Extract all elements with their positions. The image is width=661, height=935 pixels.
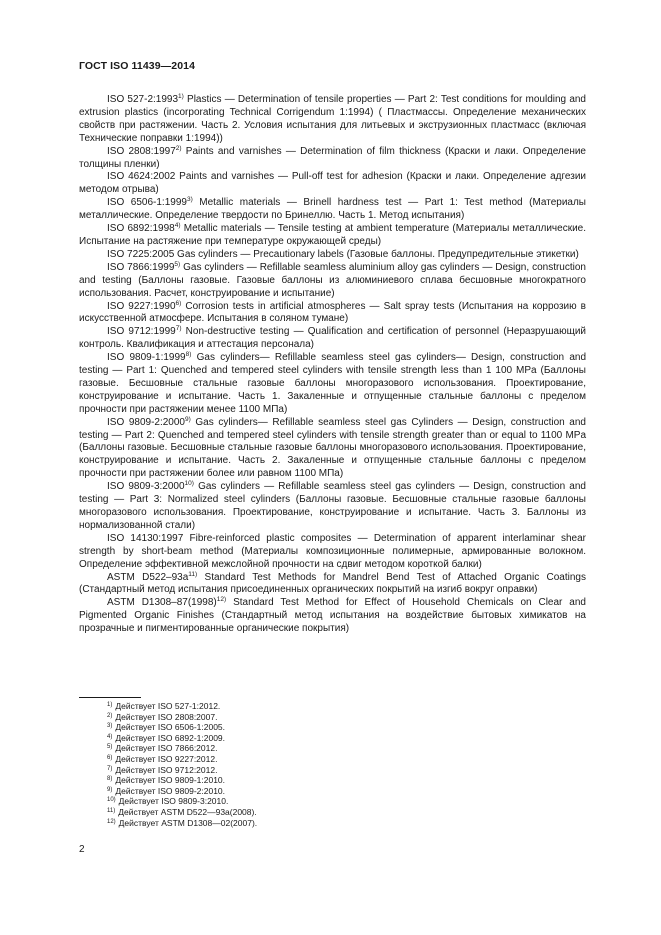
document-header: ГОСТ ISO 11439—2014	[79, 60, 196, 72]
reference-text: Metallic materials — Brinell hardness test — Part 1: Test method (Материалы металлические. Определение твердости по Бринеллю. Часть 1. Метод испытания)	[79, 197, 586, 222]
footnote-item	[79, 786, 379, 797]
footnote-separator	[79, 697, 141, 698]
reference-entry	[79, 417, 586, 482]
footnote-marker: 4)	[174, 222, 181, 230]
reference-code: ISO 6506-1:1999	[107, 197, 187, 209]
footnote-marker: 12)	[216, 596, 227, 604]
footnote-item	[79, 765, 379, 776]
reference-text: Non-destructive testing — Qualification and certification of personnel (Неразрушающий контроль. Квалификация и аттестация персонала)	[79, 326, 586, 351]
footnote-marker: 10)	[184, 480, 194, 488]
footnote-text: Действует ISO 9809-2:2010.	[115, 785, 226, 796]
footnote-text: Действует ASTM D522—93a(2008).	[118, 806, 257, 817]
footnote-marker: 2)	[175, 144, 182, 152]
footnote-item	[79, 818, 379, 829]
reference-code: ISO 9227:1990	[107, 300, 176, 312]
reference-entry	[79, 94, 586, 146]
reference-entry	[79, 197, 586, 223]
reference-entry	[79, 326, 586, 352]
footnote-marker: 3)	[186, 196, 193, 204]
footnote-number: 10)	[107, 797, 116, 804]
reference-code: ISO 7866:1999	[107, 261, 175, 273]
reference-text: Gas cylinders — Refillable seamless steel gas cylinders — Design, construction and testing — Part 3: Normalized steel cylinders (Баллоны газовые. Бесшовные стальные газовые баллоны многоразового использования. Проектирование, конструирование и испытание. Часть 3. Баллоны из нормализованной стали)	[79, 481, 586, 531]
reference-code: ISO 4624:2002	[107, 171, 176, 183]
reference-entry	[79, 223, 586, 249]
reference-text: Standard Test Method for Effect of Household Chemicals on Clear and Pigmented Organic Finishes (Стандартный метод испытания на воздействие бытовых химикатов на прозрачные и пигментированные органические покрытия)	[79, 597, 586, 635]
reference-entry	[79, 262, 586, 301]
footnote-number: 12)	[107, 818, 116, 825]
reference-text: Gas cylinders— Refillable seamless steel gas Cylinders — Design, construction and testing — Part 2: Quenched and tempered steel cylinders with tensile strength greater than or equal to 1100 MPa (Баллоны газовые. Бесшовные стальные газовые баллоны многоразового использования. Проектирование, конструирование и испытание. Часть 2. Закаленные и отпущенные стальные баллоны с пределом прочности при растяжении более или равном 1100 МПа)	[79, 416, 586, 480]
reference-code: ISO 9809-2:2000	[107, 416, 185, 428]
reference-code: ISO 6892:1998	[107, 223, 175, 235]
footnote-item	[79, 722, 379, 733]
footnote-item	[79, 733, 379, 744]
footnote-item	[79, 743, 379, 754]
footnote-item	[79, 712, 379, 723]
reference-text: Gas cylinders — Refillable seamless aluminium alloy gas cylinders — Design, construction and testing (Баллоны газовые. Газовые баллоны из алюминиевого сплава бесшовные многократного использования. Расчет, конструирование и испытание)	[79, 261, 586, 299]
footnote-number: 7)	[107, 765, 113, 772]
footnote-number: 3)	[107, 723, 113, 730]
reference-entry	[79, 597, 586, 636]
reference-entry	[79, 301, 586, 327]
footnote-number: 1)	[107, 702, 113, 708]
reference-text: Plastics — Determination of tensile properties — Part 2: Test conditions for moulding and extrusion plastics (incorporating Technical Corrigendum 1:1994) ( Пластмассы. Определение механических свойств при растяжении. Часть 2. Условия испытания для литьевых и экструзионных пластмасс (включая Технические поправки 1:1994))	[79, 94, 586, 144]
reference-text: Paints and varnishes — Pull-off test for adhesion (Краски и лаки. Определение адгезии методом отрыва)	[79, 171, 586, 196]
reference-text: Gas cylinders— Refillable seamless steel gas cylinders— Design, construction and testing — Part 1: Quenched and tempered steel cylinders with tensile strength less than 1 100 MPa (Баллоны газовые. Бесшовные стальные газовые баллоны многоразового использования. Проектирование, конструирование и испытание. Часть 1. Закаленные и отпущенные стальные баллоны с пределом прочности при растяжении менее 1100 МПа)	[79, 352, 586, 415]
footnote-marker: 11)	[188, 570, 198, 578]
reference-code: ISO 527-2:1993	[107, 94, 179, 105]
footnote-text: Действует ISO 9712:2012.	[115, 764, 218, 775]
footnote-text: Действует ISO 9809-3:2010.	[118, 796, 229, 807]
footnote-item	[79, 775, 379, 786]
reference-code: ASTM D1308–87(1998)	[107, 597, 217, 609]
footnote-item	[79, 701, 379, 712]
footnote-text: Действует ISO 9809-1:2010.	[115, 775, 226, 786]
normative-references	[79, 94, 586, 636]
footnote-marker: 9)	[185, 415, 191, 423]
footnote-number: 5)	[107, 744, 113, 751]
reference-entry	[79, 146, 586, 172]
reference-entry	[79, 533, 586, 572]
footnote-text: Действует ASTM D1308—02(2007).	[118, 817, 258, 828]
footnote-text: Действует ISO 2808:2007.	[115, 711, 218, 722]
footnote-marker: 5)	[174, 260, 181, 268]
footnote-number: 6)	[107, 754, 113, 761]
footnote-number: 11)	[107, 807, 116, 814]
footnote-item	[79, 754, 379, 765]
reference-text: Corrosion tests in artificial atmospheres — Salt spray tests (Испытания на коррозию в искусственной атмосфере. Испытания в соляном тумане)	[79, 300, 586, 325]
footnote-marker: 6)	[175, 299, 182, 307]
footnote-marker: 8)	[185, 351, 192, 359]
reference-code: ISO 9712:1999	[107, 326, 176, 338]
reference-code: ISO 14130:1997	[107, 532, 184, 544]
footnote-text: Действует ISO 9227:2012.	[115, 753, 218, 764]
reference-code: ISO 7225:2005	[107, 248, 175, 260]
reference-text: Paints and varnishes — Determination of film thickness (Краски и лаки. Определение толщины пленки)	[79, 145, 586, 170]
reference-entry	[79, 171, 586, 197]
footnote-marker: 1)	[178, 93, 184, 100]
footnote-number: 9)	[107, 786, 113, 793]
reference-code: ASTM D522–93a	[107, 571, 189, 583]
footnote-text: Действует ISO 7866:2012.	[115, 743, 218, 754]
footnote-text: Действует ISO 6892-1:2009.	[115, 732, 226, 743]
footnote-item	[79, 807, 379, 818]
reference-code: ISO 2808:1997	[107, 145, 176, 157]
footnote-number: 4)	[107, 733, 113, 740]
reference-text: Gas cylinders — Precautionary labels (Газовые баллоны. Предупредительные этикетки)	[174, 248, 579, 260]
reference-code: ISO 9809-1:1999	[107, 352, 186, 364]
page-number: 2	[79, 844, 85, 855]
footnote-text: Действует ISO 6506-1:2005.	[115, 722, 226, 733]
reference-code: ISO 9809-3:2000	[107, 481, 185, 493]
reference-text: Metallic materials — Tensile testing at ambient temperature (Материалы металлические. Испытание на растяжение при температуре окружающей среды)	[79, 223, 587, 247]
footnote-marker: 7)	[175, 325, 182, 333]
reference-text: Standard Test Methods for Mandrel Bend Test of Attached Organic Coatings (Стандартный метод испытания присоединенных органических покрытий на изгиб вокруг оправки)	[79, 571, 586, 596]
reference-entry	[79, 572, 586, 598]
footnote-number: 2)	[107, 712, 113, 719]
reference-entry	[79, 352, 586, 417]
footnote-text: Действует ISO 527-1:2012.	[115, 701, 221, 711]
footnote-number: 8)	[107, 776, 113, 783]
footnotes	[79, 701, 379, 828]
reference-entry	[79, 481, 586, 533]
reference-text: Fibre-reinforced plastic composites — Determination of apparent interlaminar shear strength by short-beam method (Материалы композиционные полимерные, армированные волокном. Определение эффективной межслойной прочности на сдвиг методом короткой балки)	[79, 532, 586, 570]
footnote-item	[79, 796, 379, 807]
reference-entry	[79, 249, 586, 262]
